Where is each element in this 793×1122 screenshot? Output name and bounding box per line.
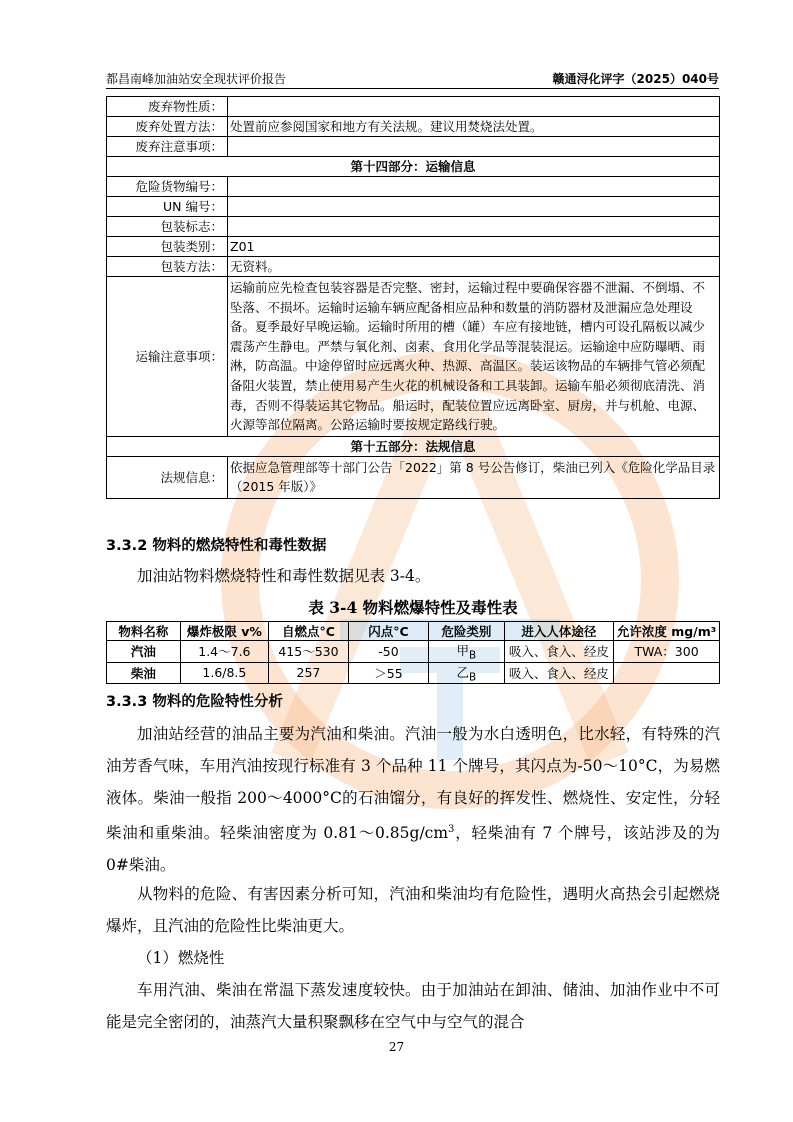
field-value: 运输前应先检查包装容器是否完整、密封，运输过程中要确保容器不泄漏、不倒塌、不坠落、不损坏。运输时运输车辆应配备相应品种和数量的消防器材及泄漏应急处理设备。夏季最好早晚运输。运输时所用的槽（罐）车应有接地链，槽内可设孔隔板以减少震荡产生静电。严禁与氧化剂、卤素、食用化学品等混装混运。运输途中应防曝晒、雨淋，防高温。中途停留时应远离火种、热源、高温区。装运该物品的车辆排气管必须配备阻火装置，禁止使用易产生火花的机械设备和工具装卸。运输车船必须彻底清洗、消毒，否则不得装运其它物品。船运时，配装位置应远离卧室、厨房，并与机舱、电源、火源等部位隔离。公路运输时要按规定路线行驶。 [228,277,720,437]
msds-row [107,97,720,117]
paragraph-oil-description [106,718,720,881]
cell-name: 柴油 [107,662,181,684]
column-header: 进入人体途径 [504,622,613,641]
section-heading-332: 3.3.2 物料的燃烧特性和毒性数据 [106,538,327,554]
field-label: 包装类别： [107,237,228,257]
table-row [107,662,720,684]
field-value: 依据应急管理部等十部门公告「2022」第 8 号公告修订，柴油已列入《危险化学品目录（2015 年版）》 [228,456,720,498]
cell-flash: -50 [348,641,428,663]
para1-text-b: ，轻柴油有 7 个牌号，该站涉及的为 0#柴油。 [106,824,720,875]
field-label: 包装标志： [107,217,228,237]
report-title: 都昌南峰加油站安全现状评价报告 [106,72,287,86]
para1-sup: 3 [448,824,455,835]
hazard-class: 乙 [456,664,470,680]
field-value [228,177,720,197]
field-label: 运输注意事项： [107,277,228,437]
field-label: 法规信息： [107,456,228,498]
properties-table [106,621,720,684]
paragraph-flammability: 车用汽油、柴油在常温下蒸发速度较快。由于加油站在卸油、储油、加油作业中不可能是完全密闭的，油蒸汽大量积聚飘移在空气中与空气的混合 [106,981,720,1031]
field-label: 废弃物性质： [107,97,228,117]
column-header: 闪点°C [348,622,428,641]
msds-row [107,237,720,257]
cell-route: 吸入、食入、经皮 [504,641,613,663]
hazard-class-sub: B [469,671,477,683]
report-number: 赣通浔化评字（2025）040号 [552,72,719,86]
cell-limit: 1.4～7.6 [180,641,268,663]
section-332-intro: 加油站物料燃烧特性和毒性数据见表 3-4。 [137,567,431,585]
cell-conc [614,662,720,684]
cell-autoign: 257 [268,662,348,684]
paragraph-hazard-summary: 从物料的危险、有害因素分析可知，汽油和柴油均有危险性，遇明火高热会引起燃烧爆炸，且汽油的危险性比柴油更大。 [106,885,720,935]
field-value: 无资料。 [228,257,720,277]
cell-autoign: 415～530 [268,641,348,663]
section-row [107,157,720,177]
msds-row [107,217,720,237]
subheading-flammability: （1）燃烧性 [137,949,225,967]
column-header: 爆炸极限 v% [180,622,268,641]
msds-table [106,96,720,499]
column-header: 允许浓度 mg/m³ [614,622,720,641]
cell-conc: TWA：300 [614,641,720,663]
cell-cat [428,641,504,663]
hazard-class-sub: B [469,649,477,662]
msds-row [107,177,720,197]
field-value [228,97,720,117]
section-heading-333: 3.3.3 物料的危险特性分析 [106,694,283,710]
msds-row [107,456,720,498]
field-value [228,137,720,157]
section-row [107,436,720,456]
field-label: 废弃处置方法： [107,117,228,137]
field-label: UN 编号： [107,197,228,217]
section-title: 第十四部分：运输信息 [107,157,720,177]
section-title: 第十五部分：法规信息 [107,436,720,456]
field-value: 处置前应参阅国家和地方有关法规。建议用焚烧法处置。 [228,117,720,137]
table-row [107,641,720,663]
field-value [228,197,720,217]
msds-row [107,257,720,277]
table-caption: 表 3-4 物料燃爆特性及毒性表 [308,598,518,617]
para1-text-a: 加油站经营的油品主要为汽油和柴油。汽油一般为水白透明色，比水轻，有特殊的汽油芳香气味，车用汽油按现行标准有 3 个品种 11 个牌号，其闪点为-50～10°C，为易燃液体。柴油一般指 200～4000°C的石油馏分，有良好的挥发性、燃烧性、安定性，分轻柴油和重柴油。轻柴油密度为 0.81～0.85g/cm [106,725,720,843]
page-header [106,66,719,89]
msds-row [107,277,720,437]
msds-row [107,197,720,217]
column-header: 危险类别 [428,622,504,641]
hazard-class: 甲 [456,643,470,658]
field-label: 废弃注意事项： [107,137,228,157]
msds-row [107,137,720,157]
cell-flash: ＞55 [348,662,428,684]
field-label: 包装方法： [107,257,228,277]
field-value [228,217,720,237]
cell-limit: 1.6/8.5 [180,662,268,684]
msds-row [107,117,720,137]
cell-route: 吸入、食入、经皮 [504,662,613,684]
cell-cat [428,662,504,684]
field-label: 危险货物编号： [107,177,228,197]
field-value: Z01 [228,237,720,257]
column-header: 物料名称 [107,622,181,641]
cell-name: 汽油 [107,641,181,663]
page-number: 27 [388,1040,405,1054]
column-header: 自燃点°C [268,622,348,641]
